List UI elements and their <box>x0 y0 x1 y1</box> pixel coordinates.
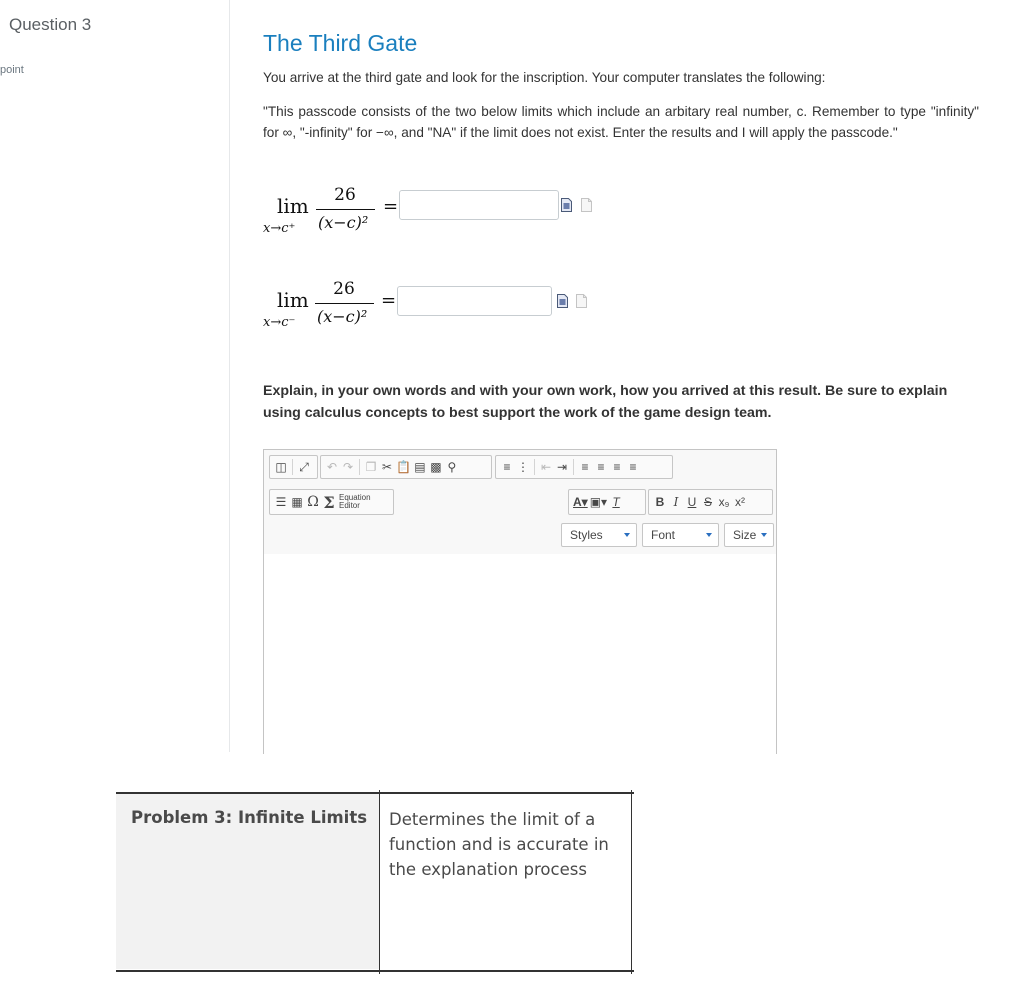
align-right-icon[interactable]: ≡ <box>613 460 621 474</box>
question-instructions: "This passcode consists of the two below limits which include an arbitary real number, c. Remember to type "infinity" for ∞, "-infinity" for −∞, and "NA" if the limit does not exist. Enter the results and I will apply the passcode." <box>263 104 979 140</box>
lim-operator: lim <box>277 194 309 218</box>
equation-editor-label-line1: Equation <box>339 493 371 502</box>
limit-left-answer-input[interactable] <box>397 286 552 316</box>
find-icon[interactable]: ⚲ <box>447 460 457 474</box>
rubric-border-top <box>116 792 634 794</box>
size-dropdown-label: Size <box>733 528 757 542</box>
chevron-down-icon <box>706 533 712 537</box>
limit-right-answer-input[interactable] <box>399 190 559 220</box>
toolbar-separator <box>359 459 360 475</box>
indent-icon[interactable]: ⇥ <box>556 460 568 474</box>
equals-sign: = <box>383 196 399 217</box>
align-center-icon[interactable]: ≡ <box>597 460 605 474</box>
superscript-icon[interactable]: x² <box>735 495 745 509</box>
bulleted-list-icon[interactable]: ⋮ <box>517 460 529 474</box>
fraction-denominator: (x−c)² <box>318 213 369 232</box>
maximize-icon[interactable]: ⤢ <box>299 459 309 474</box>
question-intro: You arrive at the third gate and look for the inscription. Your computer translates the following: <box>263 70 826 85</box>
rubric-criterion: Problem 3: Infinite Limits <box>131 808 368 827</box>
paste-word-icon[interactable]: ▩ <box>430 460 442 474</box>
toolbar-separator <box>573 459 574 475</box>
styles-dropdown[interactable] <box>561 523 637 547</box>
equation-doc-icon[interactable] <box>557 294 568 308</box>
question-points: point <box>0 64 24 76</box>
table-icon[interactable]: ▦ <box>291 495 303 509</box>
editor-toolbar <box>264 450 776 555</box>
styles-dropdown-label: Styles <box>570 528 603 542</box>
rubric-description: Determines the limit of a function and is accurate in the explanation process <box>389 810 609 879</box>
question-number: Question 3 <box>9 15 92 34</box>
font-dropdown-label: Font <box>651 528 676 542</box>
question-sidebar <box>0 0 230 752</box>
rich-text-editor <box>263 449 777 754</box>
equation-doc-icon[interactable] <box>561 198 572 212</box>
fraction-numerator: 26 <box>334 185 356 205</box>
omega-icon[interactable]: Ω <box>307 494 319 510</box>
outdent-icon[interactable]: ⇤ <box>540 460 552 474</box>
chevron-down-icon <box>761 533 767 537</box>
equation-editor-label-line2: Editor <box>339 501 360 510</box>
remove-format-icon[interactable]: T <box>612 495 620 509</box>
size-dropdown[interactable] <box>724 523 774 547</box>
toolbar-group-document <box>269 455 318 479</box>
equals-sign: = <box>381 290 397 311</box>
editor-content-area[interactable] <box>264 554 776 754</box>
blank-doc-icon[interactable] <box>576 294 587 308</box>
paste-text-icon[interactable]: ▤ <box>414 460 426 474</box>
rubric-table <box>116 790 634 974</box>
paste-icon[interactable]: 📋 <box>396 460 411 474</box>
fraction-numerator: 26 <box>333 279 355 299</box>
justify-icon[interactable]: ≡ <box>629 460 637 474</box>
toolbar-separator <box>534 459 535 475</box>
bold-icon[interactable]: B <box>655 495 665 509</box>
equation-editor-button[interactable] <box>339 494 371 510</box>
align-left-icon[interactable]: ≡ <box>581 460 589 474</box>
horizontal-rule-icon[interactable]: ☰ <box>275 495 287 509</box>
source-icon[interactable]: ◫ <box>275 460 287 474</box>
fraction-bar <box>315 303 374 304</box>
undo-icon[interactable]: ↶ <box>326 460 338 474</box>
lim-subscript: x→c⁺ <box>263 221 296 236</box>
rubric-border-bottom <box>116 970 634 972</box>
strike-icon[interactable]: S <box>703 495 712 509</box>
toolbar-group-colors <box>568 489 646 515</box>
toolbar-separator <box>292 459 293 475</box>
chevron-down-icon <box>624 533 630 537</box>
copy-icon[interactable]: ❐ <box>365 460 377 474</box>
redo-icon[interactable]: ↷ <box>342 460 354 474</box>
italic-icon[interactable]: I <box>673 495 679 509</box>
subscript-icon[interactable]: x₉ <box>718 495 730 509</box>
text-color-icon[interactable]: A▾ <box>573 495 588 509</box>
fraction-denominator: (x−c)² <box>317 307 368 326</box>
toolbar-group-clipboard <box>320 455 492 479</box>
cut-icon[interactable]: ✂ <box>381 460 393 474</box>
toolbar-group-insert <box>269 489 394 515</box>
sigma-icon[interactable]: Σ <box>323 492 335 512</box>
font-dropdown[interactable] <box>642 523 719 547</box>
toolbar-group-basicstyles <box>648 489 773 515</box>
blank-doc-icon[interactable] <box>581 198 592 212</box>
background-color-icon[interactable]: ▣▾ <box>589 495 608 509</box>
rubric-border-right <box>631 790 632 974</box>
numbered-list-icon[interactable]: ≡ <box>503 460 511 474</box>
rubric-border-middle <box>379 790 380 974</box>
lim-subscript: x→c⁻ <box>263 315 296 330</box>
underline-icon[interactable]: U <box>687 495 697 509</box>
toolbar-group-paragraph <box>495 455 673 479</box>
explain-prompt: Explain, in your own words and with your own work, how you arrived at this result. Be sure to explain using calculus concepts to best support the work of the game design team. <box>263 383 948 421</box>
lim-operator: lim <box>277 288 309 312</box>
question-title: The Third Gate <box>263 30 418 56</box>
fraction-bar <box>316 209 375 210</box>
